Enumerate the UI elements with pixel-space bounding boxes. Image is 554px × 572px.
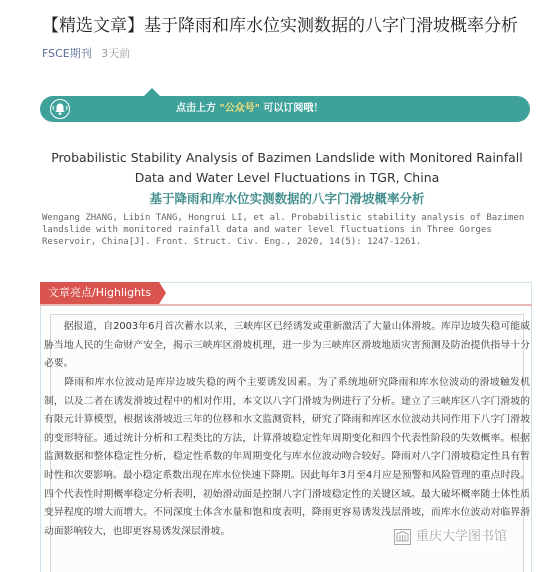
account-name-link[interactable]: FSCE期刊 [42,47,92,60]
follow-text [176,101,323,117]
paper-title-cn: 基于降雨和库水位实测数据的八字门滑坡概率分析 [149,191,425,206]
follow-suffix: 可以订阅哦！ [263,103,324,114]
follow-banner[interactable] [40,96,530,122]
follow-prefix: 点击上方 [176,103,216,114]
highlights-paragraph-2: 降雨和库水位波动是库岸边坡失稳的两个主要诱发因素。为了系统地研究降雨和库水位波动的滑坡触发机制，以及二者在诱发滑坡过程中的相对作用，本文以八字门滑坡为例进行了分析。建立了三峡库区八字门滑坡的有限元计算模型，根据该滑坡近三年的位移和水文监测资料，研究了降雨和库区水位波动共同作用下八字门滑坡的变形特征。通过统计分析和工程类比的方法，计算滑坡稳定性年周期变化和四个代表性阶段的失效概率。根据监测数据和整体稳定性分析，稳定性系数的年周期变化与库水位波动吻合较好。降雨对八字门滑坡稳定性具有暂时性和次要影响。最小稳定系数出现在库水位快速下降期。因此每年3月至4月应是预警和风险管理的重点时段。四个代表性时期概率稳定分析表明，初始滑动面是控制八字门滑坡稳定性的关键区域。最大破坏概率随土体性质变异程度的增大而增大。不同深度土体含水量和饱和度表明，降雨更容易诱发浅层滑坡，而库水位波动对临界滑动面影响较大，也即更容易诱发深层滑坡。 [44,377,530,537]
highlights-section-tab: 文章亮点/Highlights [40,282,159,304]
paper-citation: Wengang ZHANG, Libin TANG, Hongrui LI, et al. Probabilistic stability analysis of Bazimen landslide with monitored rainfall data and water level fluctuations in Three Gorges Reservoir, China[J]. Front. Struct. Civ. Eng., 2020, 14(5): 1247-1261. [42,213,525,247]
page-title: 【精选文章】基于降雨和库水位实测数据的八字门滑坡概率分析 [42,16,518,36]
library-logo-icon [394,529,411,545]
library-watermark [394,527,507,547]
official-account-link[interactable]: "公众号" [219,103,260,114]
watermark-text: 重庆大学图书馆 [416,529,508,544]
highlights-paragraph-1: 据报道，自2003年6月首次蓄水以来，三峡库区已经诱发或重新激活了大量山体滑坡。库岸边坡失稳可能威胁当地人民的生命财产安全，揭示三峡库区滑坡机理，进一步为三峡库区滑坡地质灾害预测及防治提供指导十分必要。 [44,321,530,370]
article-meta [42,46,130,62]
publish-time: 3天前 [101,47,131,60]
paper-title-en: Probabilistic Stability Analysis of Bazimen Landslide with Monitored Rainfall Data and Water Level Fluctuations in TGR, China [51,150,523,185]
bell-icon [50,99,70,119]
section-divider [40,304,532,306]
